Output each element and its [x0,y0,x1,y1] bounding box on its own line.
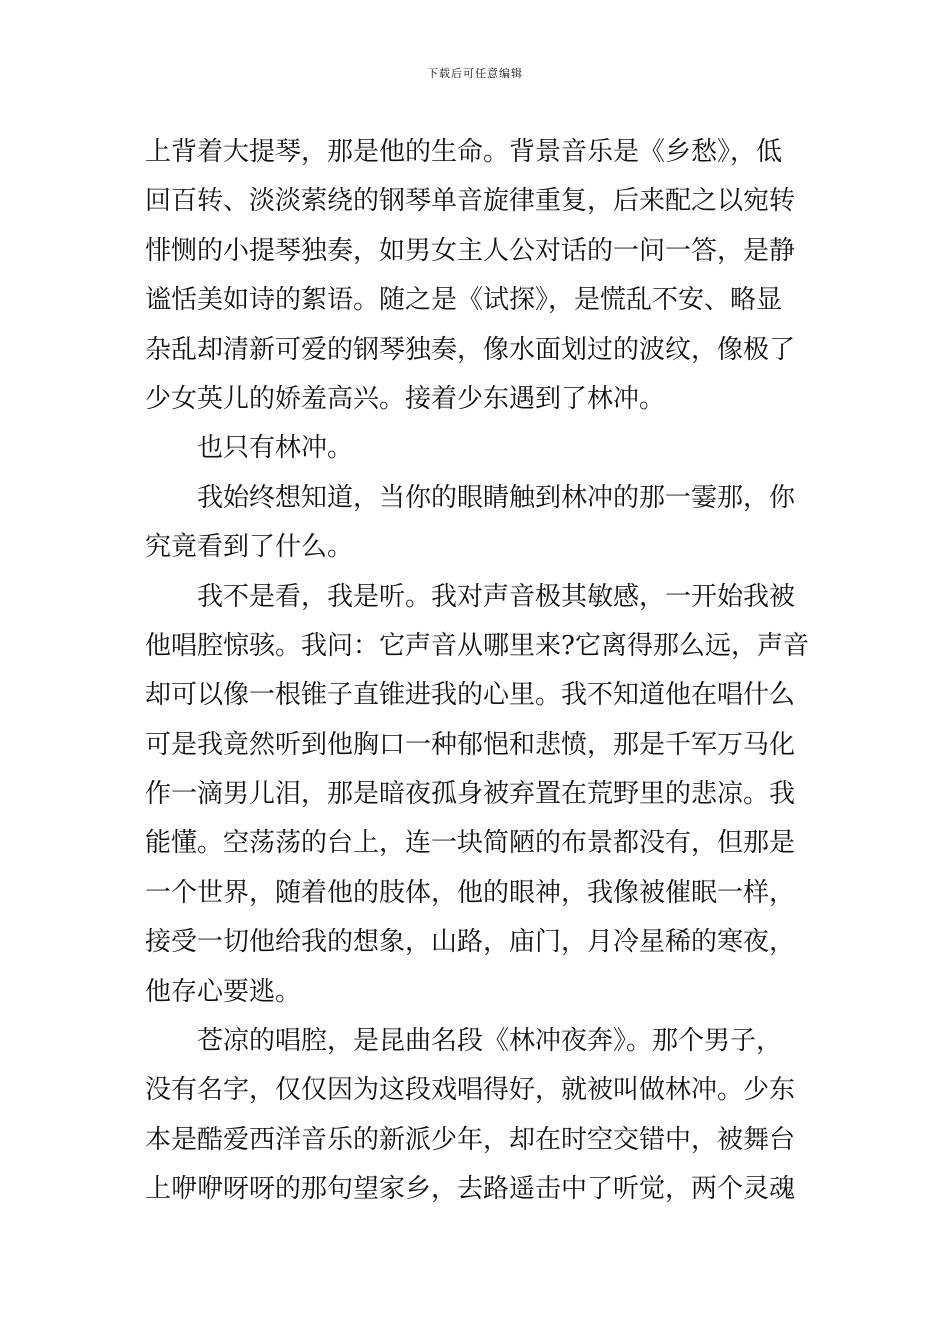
document-body [145,128,809,1215]
text-line: 谧恬美如诗的絮语。随之是《试探》，是慌乱不安、略显 [145,285,783,316]
text-line: 上咿咿呀呀的那句望家乡，去路遥击中了听觉，两个灵魂 [145,1174,796,1205]
text-line: 回百转、淡淡萦绕的钢琴单音旋律重复，后来配之以宛转 [145,186,796,217]
text-line: 作一滴男儿泪，那是暗夜孤身被弃置在荒野里的悲凉。我 [145,779,796,810]
text-line: 究竟看到了什么。 [145,532,354,563]
text-line: 一个世界，随着他的肢体，他的眼神，我像被催眠一样， [145,877,796,908]
text-line: 却可以像一根锥子直锥进我的心里。我不知道他在唱什么 [145,680,796,711]
text-line: 杂乱却清新可爱的钢琴独奏，像水面划过的波纹，像极了 [145,334,796,365]
text-line: 他唱腔惊骇。我问：它声音从哪里来?它离得那么远，声音 [145,630,809,661]
text-line: 少女英儿的娇羞高兴。接着少东遇到了林冲。 [145,383,666,414]
text-line: 他存心要逃。 [145,976,302,1007]
text-line: 本是酷爱西洋音乐的新派少年，却在时空交错中，被舞台 [145,1124,796,1155]
paragraph-start-line: 苍凉的唱腔，是昆曲名段《林冲夜奔》。那个男子， [197,1026,783,1057]
text-line: 可是我竟然听到他胸口一种郁悒和悲愤，那是千军万马化 [145,729,796,760]
text-line: 悱恻的小提琴独奏，如男女主人公对话的一问一答，是静 [145,235,796,266]
paragraph-start-line: 也只有林冲。 [197,433,354,464]
paragraph-start-line: 我始终想知道，当你的眼睛触到林冲的那一霎那，你 [197,482,796,513]
text-line: 能懂。空荡荡的台上，连一块简陋的布景都没有，但那是 [145,828,796,859]
text-line: 上背着大提琴，那是他的生命。背景音乐是《乡愁》，低 [145,137,783,167]
text-line: 没有名字，仅仅因为这段戏唱得好，就被叫做林冲。少东 [145,1075,796,1106]
paragraph-start-line: 我不是看，我是听。我对声音极其敏感，一开始我被 [197,581,796,612]
page-header-note: 下载后可任意编辑 [427,67,523,80]
text-line: 接受一切他给我的想象，山路，庙门，月冷星稀的寒夜， [145,927,796,958]
